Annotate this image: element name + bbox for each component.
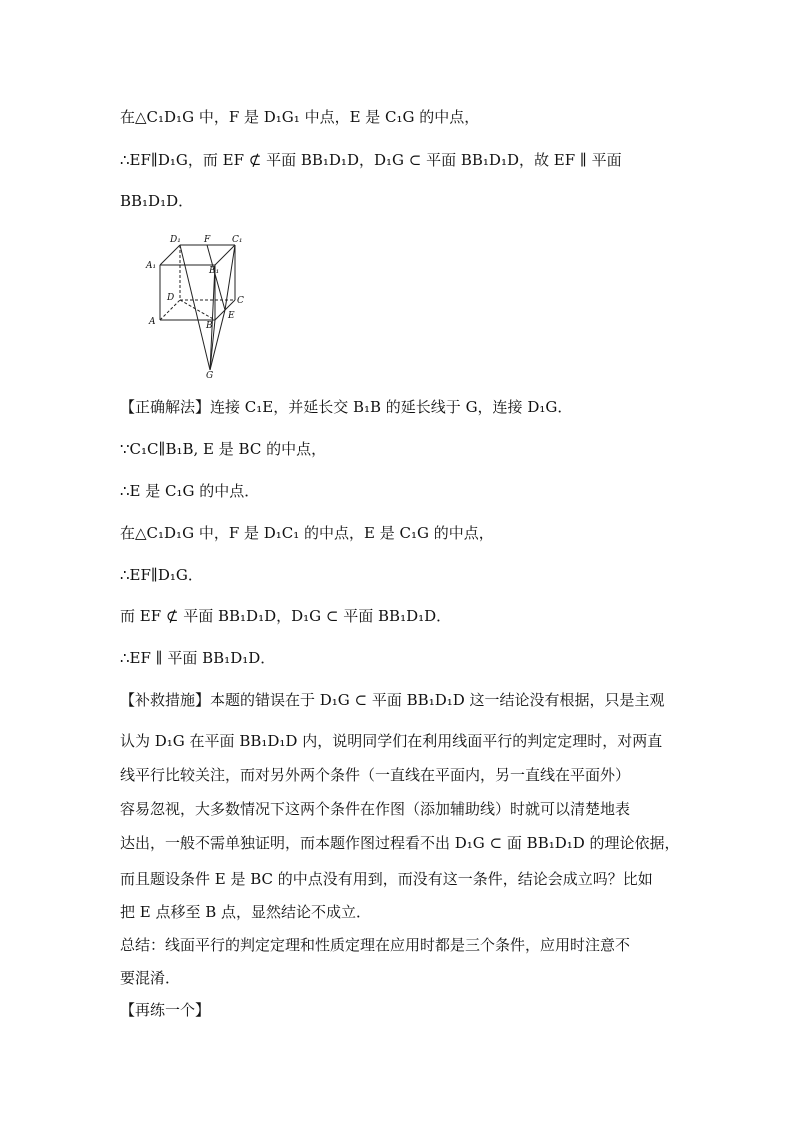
text-line: ∵C₁C∥B₁B, E 是 BC 的中点， <box>120 440 327 458</box>
label-d: D <box>167 293 175 303</box>
cube-figure <box>140 230 250 380</box>
text-line: 总结：线面平行的判定定理和性质定理在应用时都是三个条件，应用时注意不 <box>120 936 631 954</box>
text-line: 【补救措施】本题的错误在于 D₁G ⊂ 平面 BB₁D₁D 这一结论没有根据，只是主观 <box>120 691 665 709</box>
text-line: ∴E 是 C₁G 的中点． <box>120 482 260 500</box>
text-line: 容易忽视，大多数情况下这两个条件在作图（添加辅助线）时就可以清楚地表 <box>120 800 631 818</box>
text-line: 【再练一个】 <box>120 1001 211 1019</box>
text-line: 在△C₁D₁G 中，F 是 D₁G₁ 中点，E 是 C₁G 的中点， <box>120 108 480 126</box>
label-c1: C₁ <box>232 235 243 245</box>
text-line: 而 EF ⊄ 平面 BB₁D₁D，D₁G ⊂ 平面 BB₁D₁D． <box>120 607 452 625</box>
text-line: BB₁D₁D． <box>120 192 194 210</box>
label-a: A <box>149 317 156 327</box>
label-b: B <box>206 321 213 331</box>
text-line: 要混淆． <box>120 969 181 987</box>
text-line: 在△C₁D₁G 中，F 是 D₁C₁ 的中点，E 是 C₁G 的中点， <box>120 524 494 542</box>
text-line: 把 E 点移至 B 点，显然结论不成立． <box>120 903 372 921</box>
text-line: ∴EF ∥ 平面 BB₁D₁D． <box>120 649 276 667</box>
text-line: ∴EF∥D₁G，而 EF ⊄ 平面 BB₁D₁D，D₁G ⊂ 平面 BB₁D₁D，故 EF ∥ 平面 <box>120 151 622 169</box>
text-line: ∴EF∥D₁G． <box>120 566 203 584</box>
label-a1: A₁ <box>146 261 157 271</box>
text-line: 【正确解法】连接 C₁E，并延长交 B₁B 的延长线于 G，连接 D₁G． <box>120 398 573 416</box>
label-e: E <box>228 311 235 321</box>
text-line: 线平行比较关注，而对另外两个条件（一直线在平面内，另一直线在平面外） <box>120 766 631 784</box>
text-line: 达出，一般不需单独证明，而本题作图过程看不出 D₁G ⊂ 面 BB₁D₁D 的理论依据， <box>120 834 680 852</box>
text-line: 而且题设条件 E 是 BC 的中点没有用到，而没有这一条件，结论会成立吗？比如 <box>120 870 653 888</box>
label-c: C <box>237 296 244 306</box>
text-line: 认为 D₁G 在平面 BB₁D₁D 内，说明同学们在利用线面平行的判定定理时，对两直 <box>120 732 663 750</box>
label-g: G <box>206 371 214 380</box>
label-d1: D₁ <box>170 235 181 245</box>
label-b1: B₁ <box>209 266 220 276</box>
label-f: F <box>204 235 211 245</box>
